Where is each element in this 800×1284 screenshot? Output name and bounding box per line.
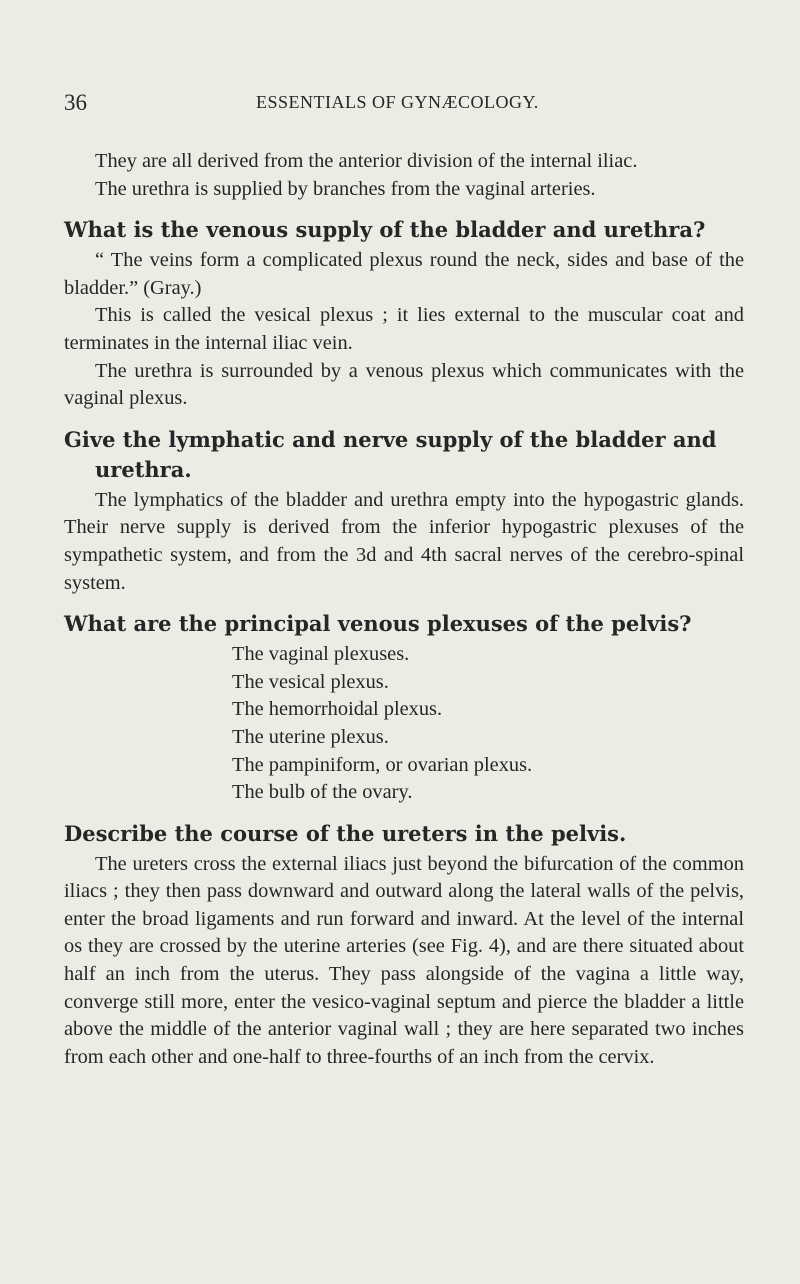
- list-item: The pampiniform, or ovarian plexus.: [232, 753, 533, 776]
- question-lymphatic-nerve: Give the lymphatic and nerve supply of the bladder and urethra.: [64, 426, 717, 482]
- question-venous-supply: What is the venous supply of the bladder and urethra?: [64, 217, 706, 243]
- list-item: The hemorrhoidal plexus.: [232, 698, 443, 721]
- page-body: [64, 148, 744, 1071]
- page-header: [64, 90, 744, 120]
- list-item: The bulb of the ovary.: [232, 781, 413, 804]
- list-item: The vesical plexus.: [232, 670, 389, 693]
- paragraph-urethra-venous: The urethra is surrounded by a venous plexus which communicates with the vaginal plexus.: [64, 359, 744, 410]
- list-item: The uterine plexus.: [232, 725, 389, 748]
- paragraph-urethra-arteries: The urethra is supplied by branches from the vaginal arteries.: [95, 177, 596, 200]
- running-title: ESSENTIALS OF GYNÆCOLOGY.: [256, 92, 539, 112]
- plexus-list: [64, 641, 744, 807]
- paragraph-ureters: The ureters cross the external iliacs just beyond the bifurcation of the common iliacs ; they then pass downward and outward along the lateral walls of the pelvis, enter the broad ligaments and run forward and inward. At the level of the internal os they are crossed by the uterine arteries (see Fig. 4), and are there situated about half an inch from the uterus. They pass alongside of the vagina a little way, converge still more, enter the vesico-vaginal septum and pierce the bladder a little above the middle of the anterior vaginal wall ; they are here separated two inches from each other and one-half to three-fourths of an inch from the cervix.: [64, 852, 744, 1068]
- list-item: The vaginal plexuses.: [232, 643, 410, 666]
- paragraph-gray-quote: “ The veins form a complicated plexus round the neck, sides and base of the bladder.” (Gray.): [64, 249, 744, 299]
- paragraph-vesical-plexus: This is called the vesical plexus ; it lies external to the muscular coat and terminates in the internal iliac vein.: [64, 304, 744, 354]
- paragraph-arterial-origin: They are all derived from the anterior division of the internal iliac.: [95, 150, 638, 172]
- page-number: 36: [64, 90, 87, 115]
- question-venous-plexuses: What are the principal venous plexuses of the pelvis?: [64, 611, 692, 637]
- paragraph-lymphatics: The lymphatics of the bladder and urethra empty into the hypogastric glands. Their nerve supply is derived from the inferior hypogastric plexuses of the sympathetic system, and from the 3d and 4th sacral nerves of the cerebro-spinal system.: [64, 488, 744, 594]
- question-ureters-course: Describe the course of the ureters in the pelvis.: [64, 820, 627, 846]
